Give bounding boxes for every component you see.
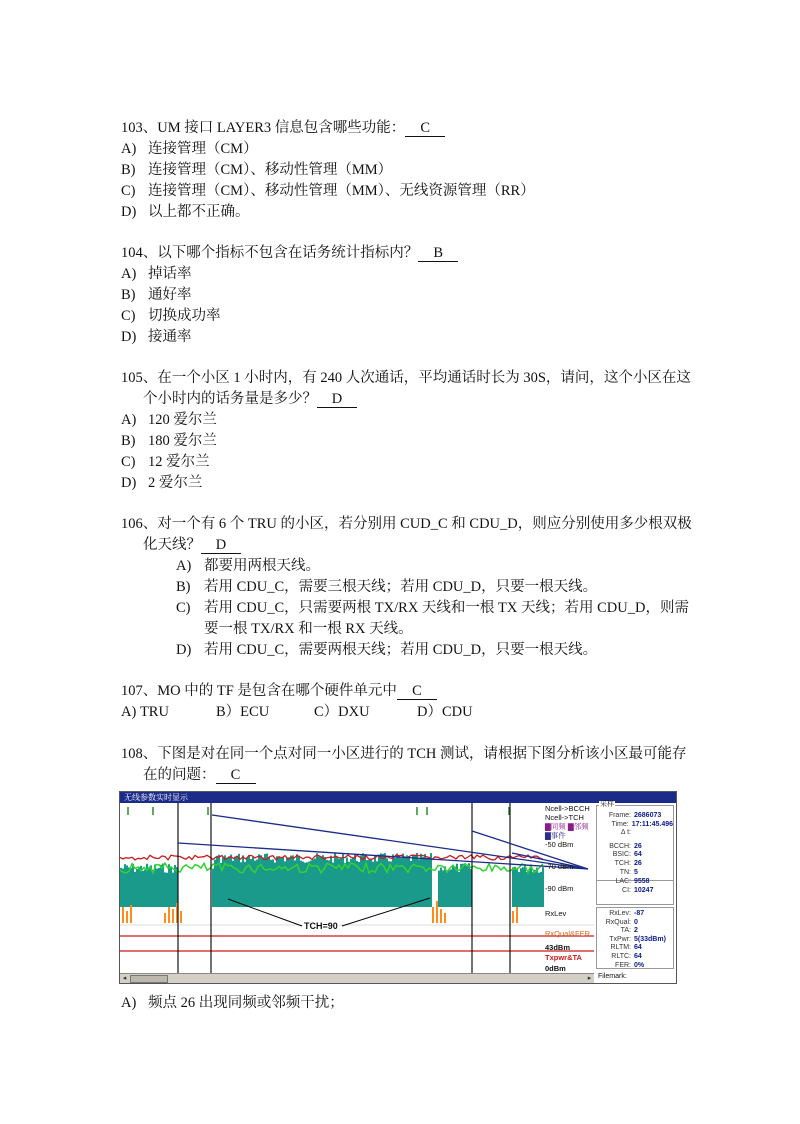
rxlev-bar: [230, 855, 232, 907]
option-d: D) 2 爱尔兰: [121, 475, 203, 491]
rxlev-bar: [408, 856, 410, 907]
rxlev-bar: [460, 864, 462, 907]
rxlev-bar: [536, 868, 538, 907]
answer-blank: B: [418, 245, 458, 262]
rxlev-bar: [248, 855, 250, 907]
delta-t-row: Δ t:: [620, 829, 631, 837]
tch-row: TCH: 26: [614, 859, 642, 867]
ta-row: TA: 2: [620, 927, 638, 935]
rxlev-bar: [316, 853, 318, 907]
option-b: B) 若用 CDU_C，需要三根天线；若用 CDU_D，只要一根天线。: [176, 579, 598, 595]
scroll-right-icon[interactable]: ▸: [587, 975, 592, 982]
rxlev-bar: [378, 855, 380, 907]
rxlev-bar: [412, 854, 414, 907]
rxlev-bar: [168, 864, 170, 907]
rxlev-bar: [526, 872, 528, 907]
rxlev-bar: [212, 869, 214, 907]
rxlev-bar: [374, 855, 376, 907]
rxlev-bar: [330, 856, 332, 907]
rxlev-bar: [318, 856, 320, 907]
rxlev-bar: [542, 867, 544, 907]
window-title-bar: 无线参数实时显示: [120, 792, 676, 803]
rxlev-bar: [124, 864, 126, 907]
rxlev-bar: [142, 871, 144, 907]
rxlev-bar: [320, 857, 322, 907]
rxlev-bar: [520, 868, 522, 907]
option-b: B) 通好率: [121, 287, 192, 303]
fer-row: FER: 0%: [615, 961, 645, 969]
rxqual-bar: [440, 909, 442, 923]
option-d: D) 若用 CDU_C，需要两根天线；若用 CDU_D，只要一根天线。: [176, 642, 598, 658]
rxlev-bar: [296, 854, 298, 907]
answer-blank: C: [397, 683, 437, 700]
rxlev-bar: [304, 863, 306, 907]
rxlev-bar: [120, 868, 122, 907]
tch-90-label: TCH=90: [304, 921, 338, 931]
rxqual-fer-label: RxQual&FER: [545, 929, 591, 938]
rxlev-bar: [442, 870, 444, 907]
filemark-label: Filemark:: [598, 973, 627, 980]
axis-label-m70: -70 dBm: [545, 862, 574, 871]
rxlev-bar: [514, 867, 516, 907]
rxlev-bar: [446, 872, 448, 907]
ncell-bcch-label: Ncell->BCCH: [545, 804, 590, 813]
rxlev-bar: [292, 855, 294, 907]
rxlev-bar: [278, 857, 280, 907]
rxlev-bar: [360, 856, 362, 907]
option-c-cont: 要一根 TX/RX 和一根 RX 天线。: [204, 621, 413, 637]
rxlev-bar: [300, 861, 302, 907]
horizontal-scrollbar[interactable]: [120, 973, 594, 983]
rxlev-bar: [538, 873, 540, 907]
rltc-row: RLTC: 64: [611, 952, 642, 960]
rxlev-bar: [420, 854, 422, 907]
rxlev-bar: [322, 855, 324, 907]
rxlev-bar: [336, 857, 338, 907]
rxlev-bar: [396, 854, 398, 907]
rxlev-bar: [308, 862, 310, 907]
rxlev-bar: [160, 865, 162, 907]
rxqual-bar: [168, 907, 170, 923]
question-stem: 106、对一个有 6 个 TRU 的小区，若分别用 CUD_C 和 CDU_D，则应分别使用多少根双极: [121, 516, 692, 532]
scroll-left-icon[interactable]: ◂: [122, 975, 127, 982]
axis-label-m50: -50 dBm: [545, 840, 574, 849]
rxlev-bar: [270, 860, 272, 907]
rxqual-bar: [172, 909, 174, 923]
option-a: A) 频点 26 出现同频或邻频干扰；: [121, 995, 344, 1011]
rxlev-bar: [452, 866, 454, 907]
rxlev-bar: [280, 858, 282, 907]
rxlev-bar: [138, 867, 140, 907]
rxlev-bar: [414, 855, 416, 907]
rxlev-bar: [404, 857, 406, 907]
rxlev-bar: [148, 868, 150, 907]
rxlev-bar: [518, 872, 520, 907]
rxlev-bar: [174, 865, 176, 907]
rxlev-label: RxLev: [545, 909, 567, 918]
ncell-tch-label: Ncell->TCH: [545, 813, 584, 822]
rxlev-bar: [286, 858, 288, 907]
rxlev-bar: [406, 855, 408, 907]
rxqual-bar: [432, 907, 434, 923]
option-d: D) 以上都不正确。: [121, 204, 250, 220]
rxlev-bar: [370, 860, 372, 907]
answer-blank: C: [216, 767, 256, 784]
rxlev-bar: [326, 860, 328, 907]
rxlev-bar: [386, 858, 388, 907]
rxlev-bar: [158, 868, 160, 907]
rxlev-bar: [372, 862, 374, 907]
ci-row: CI: 10247: [622, 886, 654, 894]
rxlev-bar: [428, 857, 430, 907]
rxlev-bar: [166, 873, 168, 907]
question-108-options: [121, 993, 701, 1014]
sample-box-title: 采样: [600, 801, 614, 808]
rxlev-bar: [448, 870, 450, 907]
option-c: C) 连接管理（CM）、移动性管理（MM）、无线资源管理（RR）: [121, 183, 535, 199]
rxlev-bar: [380, 853, 382, 907]
time-row: Time: 17:11:45.496: [611, 820, 673, 828]
rxlev-bar: [238, 854, 240, 907]
question-stem: 107、MO 中的 TF 是包含在哪个硬件单元中 C: [121, 681, 701, 702]
rxlev-bar: [236, 857, 238, 907]
rxlev-bar: [298, 856, 300, 907]
rxqual-bar: [126, 911, 128, 923]
rxlev-bar: [468, 863, 470, 907]
rxqual-bar: [122, 907, 124, 923]
rxlev-bar: [352, 858, 354, 907]
answer-blank: C: [405, 120, 445, 137]
rxlev-bar: [254, 861, 256, 907]
rxlev-bar: [162, 864, 164, 907]
question-stem: 103、UM 接口 LAYER3 信息包含哪些功能： C: [121, 118, 701, 139]
rxlev-bar: [214, 860, 216, 907]
rxlev-bar: [334, 853, 336, 907]
rxlev-bar: [144, 870, 146, 907]
rxlev-bar: [534, 870, 536, 907]
question-103: [121, 118, 701, 223]
rxlev-bar: [430, 853, 432, 907]
rxlev-bar: [522, 867, 524, 907]
rxlev-bar: [268, 857, 270, 907]
tch-test-screenshot: [119, 791, 677, 984]
rxlev-bar: [440, 868, 442, 907]
rxlev-bar: [528, 870, 530, 907]
question-104: [121, 243, 701, 348]
rxlev-bar: [344, 863, 346, 907]
rxlev-bar: [282, 857, 284, 907]
rxlev-bar: [242, 855, 244, 907]
rxqual-bar: [180, 911, 182, 923]
rxlev-bar: [466, 866, 468, 907]
rxqual-bar: [444, 913, 446, 923]
signal-plot: [120, 803, 594, 974]
rxlev-bar: [290, 856, 292, 907]
rxlev-bar: [302, 862, 304, 907]
event-legend: ▇事件: [545, 831, 566, 840]
rxlev-bar: [532, 872, 534, 907]
rxlev-row: RxLev: -87: [609, 910, 645, 917]
rxlev-bar: [264, 854, 266, 907]
bcch-row: BCCH: 26: [609, 842, 642, 850]
rxlev-bar: [350, 859, 352, 907]
rxlev-bar: [276, 856, 278, 907]
rxlev-bar: [450, 869, 452, 907]
option-a: A) 连接管理（CM）: [121, 141, 258, 157]
rxlev-bar: [392, 854, 394, 907]
txpwr-row: TxPwr: 5(33dBm): [609, 935, 666, 943]
question-106: [121, 514, 701, 556]
rxlev-bar: [288, 857, 290, 907]
rxqual-bar: [512, 911, 514, 923]
rxlev-bar: [342, 854, 344, 907]
rxlev-bar: [540, 872, 542, 907]
scroll-thumb[interactable]: [130, 975, 168, 983]
option-c: C）DXU: [314, 704, 370, 720]
rxlev-bar: [134, 872, 136, 907]
option-d: D）CDU: [417, 704, 473, 720]
answer-blank: D: [317, 391, 357, 408]
rxlev-bar: [234, 857, 236, 907]
rxlev-bar: [362, 853, 364, 907]
rxqual-bar: [130, 905, 132, 923]
option-a: A) 掉话率: [121, 266, 192, 282]
rxqual-bar: [436, 901, 438, 923]
question-105: [121, 368, 701, 494]
question-stem-cont: 个小时内的话务量是多少？ D: [121, 389, 701, 410]
rxlev-bar: [382, 854, 384, 907]
rxlev-bar: [152, 870, 154, 907]
question-stem: 105、在一个小区 1 小时内，有 240 人次通话，平均通话时长为 30S，请问，这个小区在这: [121, 370, 691, 386]
option-a: A) 120 爱尔兰: [121, 412, 217, 428]
rxqual-bar: [516, 907, 518, 923]
options-row: [121, 702, 701, 723]
option-b: B) 180 爱尔兰: [121, 433, 217, 449]
rxlev-bar: [438, 871, 440, 907]
frame-row: Frame: 2686073: [608, 812, 662, 819]
answer-blank: D: [201, 537, 241, 554]
question-107: [121, 681, 701, 723]
rxlev-bar: [402, 854, 404, 907]
question-stem-cont: 化天线？ D: [121, 535, 701, 556]
question-stem: 104、以下哪个指标不包含在话务统计指标内？ B: [121, 243, 701, 264]
rxlev-bar: [172, 873, 174, 907]
question-stem-cont: 在的问题： C: [121, 765, 701, 786]
rxlev-bar: [128, 867, 130, 907]
rxlev-bar: [260, 855, 262, 907]
question-106-options: [176, 556, 696, 661]
rxlev-bar: [252, 857, 254, 907]
sample-box: [596, 801, 674, 881]
rxlev-bar: [262, 858, 264, 907]
option-b: B) 连接管理（CM）、移动性管理（MM）: [121, 162, 393, 178]
rxlev-bar: [464, 865, 466, 907]
rxlev-bar: [332, 863, 334, 907]
info-panel: [594, 803, 675, 983]
same-adjacent-legend: ▇同频 ▇邻频: [545, 822, 589, 831]
rxlev-bar: [164, 872, 166, 907]
rxlev-bar: [444, 866, 446, 907]
bsic-row: BSIC: 64: [612, 851, 642, 859]
rxlev-bar: [156, 869, 158, 907]
rxlev-bar: [170, 867, 172, 907]
rxlev-bar: [462, 864, 464, 907]
rxlev-bar: [240, 862, 242, 907]
dbm0-label: 0dBm: [545, 964, 566, 973]
rxlev-bar: [130, 868, 132, 907]
option-c: C) 切换成功率: [121, 308, 221, 324]
rxlev-bar: [416, 853, 418, 907]
rxlev-bar: [398, 856, 400, 907]
option-c: C) 若用 CDU_C，只需要两根 TX/RX 天线和一根 TX 天线；若用 CDU_D，则需: [176, 600, 689, 616]
question-stem: 108、下图是对在同一个点对同一小区进行的 TCH 测试，请根据下图分析该小区最可能存: [121, 746, 687, 762]
rxlev-bar: [272, 859, 274, 907]
rxlev-bar: [340, 857, 342, 907]
measurement-box: [596, 907, 674, 969]
option-d: D) 接通率: [121, 329, 192, 345]
rxlev-bar: [458, 872, 460, 907]
rxlev-bar: [454, 867, 456, 907]
question-108: [121, 744, 701, 786]
cell-box: [596, 878, 674, 905]
rxlev-bar: [368, 860, 370, 907]
option-a: A) TRU: [121, 704, 169, 720]
lac-row: LAC: 9558: [615, 878, 650, 885]
rxlev-bar: [136, 869, 138, 907]
txpwr-ta-label: Txpwr&TA: [545, 953, 582, 962]
rxlev-bar: [122, 869, 124, 907]
rxlev-bar: [258, 854, 260, 907]
rxlev-bar: [512, 867, 514, 907]
option-b: B）ECU: [216, 704, 270, 720]
rxlev-bar: [310, 860, 312, 907]
option-a: A) 都要用两根天线。: [176, 558, 320, 574]
axis-label-m90: -90 dBm: [545, 884, 574, 893]
rxlev-bar: [140, 866, 142, 907]
rxlev-bar: [524, 864, 526, 907]
rxqual-row: RxQual: 0: [605, 918, 638, 926]
rxlev-bar: [132, 864, 134, 907]
rxlev-bar: [530, 868, 532, 907]
rltm-row: RLTM: 64: [610, 944, 642, 952]
dbm43-label: 43dBm: [545, 943, 571, 952]
rxlev-bar: [354, 854, 356, 907]
rxlev-bar: [266, 853, 268, 907]
tn-row: TN: 5: [619, 868, 638, 876]
rxlev-bar: [516, 868, 518, 907]
rxlev-bar: [328, 860, 330, 907]
option-c: C) 12 爱尔兰: [121, 454, 210, 470]
rxlev-bar: [384, 853, 386, 907]
rxqual-bar: [164, 913, 166, 923]
